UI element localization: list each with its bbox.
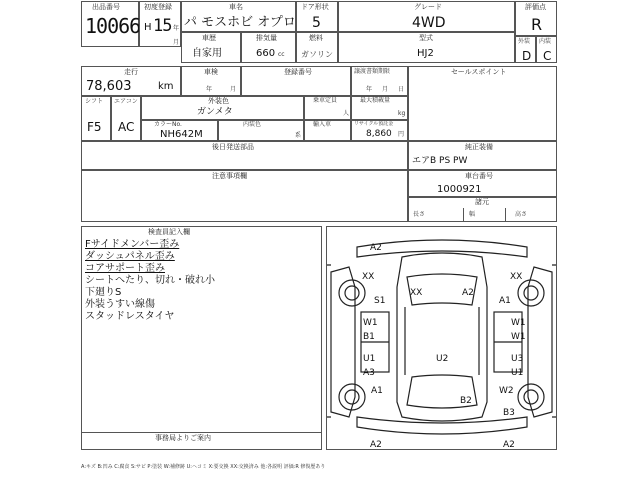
- year-unit: 年: [173, 25, 180, 32]
- mark-a2-hood: A2: [462, 288, 474, 298]
- mileage-label: 走行: [124, 68, 138, 76]
- mark-xx-right: XX: [510, 272, 523, 282]
- notes-label: 注意事項欄: [212, 172, 247, 180]
- grade: 4WD: [412, 15, 446, 31]
- ext-score: D: [522, 49, 532, 63]
- mark-a3: A3: [363, 368, 375, 378]
- size-col-divider-1: [463, 208, 464, 222]
- int-color-unit: 系: [295, 132, 302, 139]
- mark-a2-rear-left: A2: [370, 440, 382, 449]
- car-name-cell: [181, 1, 296, 32]
- cert-label: 譲渡書類期限: [354, 68, 391, 75]
- import-label: 輸入車: [313, 121, 332, 128]
- cert-month: 月: [382, 86, 389, 93]
- cert-cell: [351, 66, 408, 96]
- shift-cell: [81, 96, 111, 141]
- size-col-divider-2: [505, 208, 506, 222]
- inspection-month-unit: 月: [230, 86, 237, 93]
- mark-u3: U3: [511, 354, 524, 364]
- color-no-label: カラーNo.: [154, 121, 182, 128]
- vehicle-type: 自家用: [192, 48, 222, 59]
- std-equip-label: 純正装備: [465, 143, 493, 151]
- capacity-label: 乗車定員: [313, 97, 338, 104]
- std-equip-cell: [408, 141, 557, 170]
- displacement-cell: [241, 32, 296, 63]
- int-color-label: 内装色: [243, 121, 262, 128]
- inspection-label: 車検: [204, 68, 218, 76]
- reg-no-label: 登録番号: [284, 68, 312, 76]
- defect-item-4: シートへたり、切れ・破れ小: [85, 275, 215, 286]
- shift: F5: [87, 120, 102, 134]
- mark-u1-left: U1: [363, 354, 376, 364]
- recycle-cell: [351, 120, 408, 141]
- ext-color: ガンメタ: [197, 107, 233, 117]
- inspection-cell: [181, 66, 241, 96]
- height-label: 高さ: [515, 211, 528, 218]
- displacement-unit: cc: [278, 51, 285, 58]
- reg-no-cell: [241, 66, 351, 96]
- lot-number: 10066: [85, 14, 141, 38]
- defect-item-5: 下廻りS: [85, 287, 122, 298]
- import-cell: [304, 120, 351, 141]
- inspection-year-unit: 年: [206, 86, 213, 93]
- fuel-label: 燃料: [309, 34, 323, 42]
- recycle-unit: 円: [398, 131, 405, 138]
- mileage-cell: [81, 66, 181, 96]
- cert-year: 年: [366, 86, 373, 93]
- frame-no: 1000921: [437, 184, 482, 195]
- vehicle-type-cell: [181, 32, 241, 63]
- vehicle-type-label: 車歴: [202, 34, 216, 42]
- std-equip: エアB PS PW: [412, 156, 468, 166]
- first-reg-cell: [139, 1, 181, 47]
- displacement-label: 排気量: [256, 34, 277, 42]
- score-label: 評価点: [525, 3, 546, 11]
- mark-xx-left: XX: [362, 272, 375, 282]
- color-no: NH642M: [160, 129, 203, 140]
- inspector-title: 検査員記入欄: [148, 228, 190, 236]
- inspector-panel: [81, 226, 322, 450]
- notes-cell: [81, 170, 408, 222]
- mark-s1: S1: [374, 296, 386, 306]
- score-cell: [515, 1, 557, 36]
- mark-b3: B3: [503, 408, 515, 418]
- later-parts-cell: [81, 141, 408, 170]
- frame-label: 車台番号: [465, 172, 493, 180]
- lot-number-label: 出品番号: [92, 3, 120, 11]
- mark-w1-right: W1: [511, 318, 526, 328]
- car-name-label: 車名: [229, 3, 243, 11]
- office-notice-title: 事務局よりご案内: [155, 434, 211, 442]
- model: HJ2: [417, 48, 434, 59]
- legend-footer: A:キズ B:凹み C:腐食 S:サビ P:塗装 W:補修跡 U:ヘコミ X:要交換 XX:交換済み 他:各説明 評価:R 修復歴あり: [81, 464, 326, 470]
- grade-cell: [338, 1, 515, 32]
- size-cell: [408, 197, 557, 222]
- load-unit: kg: [398, 110, 406, 117]
- doors: 5: [312, 15, 321, 31]
- fuel-cell: [296, 32, 338, 63]
- mark-u2: U2: [436, 354, 449, 364]
- mileage: 78,603: [86, 79, 132, 94]
- ext-color-cell: [141, 96, 304, 120]
- mark-a2-front: A2: [370, 243, 382, 253]
- car-name: パ モスホビ オプロ: [184, 15, 296, 30]
- mark-a2-rear-right: A2: [503, 440, 515, 449]
- int-score: C: [543, 49, 552, 63]
- mark-b1: B1: [363, 332, 375, 342]
- first-reg-label: 初度登録: [144, 3, 172, 11]
- size-label: 諸元: [475, 198, 489, 206]
- mark-xx-hood: XX: [410, 288, 423, 298]
- mark-a1-right: A1: [499, 296, 511, 306]
- mark-a1-left: A1: [371, 386, 383, 396]
- defect-list: [85, 239, 215, 323]
- office-notice-cell: [81, 432, 322, 450]
- defect-item-7: スタッドレスタイヤ: [85, 311, 175, 322]
- recycle-label: リサイクル預託金: [354, 121, 394, 127]
- defect-item-3: コアサポート歪み: [85, 263, 165, 274]
- width-label: 幅: [469, 211, 476, 218]
- ext-score-label: 外装: [518, 38, 531, 45]
- length-label: 長さ: [413, 211, 426, 218]
- era: H: [144, 22, 152, 33]
- ac: AC: [118, 120, 135, 134]
- vehicle-diagram: [326, 226, 557, 450]
- mark-w1-right-2: W1: [511, 332, 526, 342]
- score: R: [531, 15, 543, 34]
- ext-color-label: 外装色: [208, 97, 229, 105]
- int-score-cell: [536, 36, 557, 63]
- ac-cell: [111, 96, 141, 141]
- month-unit: 月: [173, 39, 180, 46]
- first-reg-year: 15: [153, 16, 172, 36]
- int-score-label: 内装: [539, 38, 552, 45]
- recycle-value: 8,860: [366, 129, 392, 139]
- car-outline: [327, 227, 556, 449]
- later-parts-label: 後日発送部品: [212, 143, 254, 151]
- mark-w1-left: W1: [363, 318, 378, 328]
- defect-item-6: 外装うすい線傷: [85, 299, 155, 310]
- sales-point-cell: [408, 66, 557, 141]
- ext-score-cell: [515, 36, 536, 63]
- mileage-unit: km: [158, 81, 174, 92]
- fuel: ガソリン: [301, 50, 333, 59]
- load-cell: [351, 96, 408, 120]
- mark-b2: B2: [460, 396, 472, 406]
- defect-item-1: Fサイドメンバー歪み: [85, 239, 180, 250]
- displacement: 660: [256, 48, 276, 59]
- shift-label: シフト: [85, 98, 104, 105]
- frame-cell: [408, 170, 557, 197]
- int-color-cell: [218, 120, 304, 141]
- model-cell: [338, 32, 515, 63]
- lot-number-cell: [81, 1, 139, 47]
- doors-label: ドア形状: [301, 3, 329, 11]
- sales-point-label: セールスポイント: [451, 68, 507, 76]
- doors-cell: [296, 1, 338, 32]
- grade-label: グレード: [414, 3, 442, 11]
- capacity-unit: 人: [343, 110, 350, 117]
- model-label: 型式: [419, 34, 433, 42]
- defect-item-2: ダッシュパネル歪み: [85, 251, 175, 262]
- capacity-cell: [304, 96, 351, 120]
- ac-label: エアコン: [114, 98, 138, 105]
- cert-day: 日: [398, 86, 405, 93]
- mark-w2: W2: [499, 386, 514, 396]
- color-no-cell: [141, 120, 218, 141]
- load-label: 最大積載量: [360, 97, 391, 104]
- mark-u1-right: U1: [511, 368, 524, 378]
